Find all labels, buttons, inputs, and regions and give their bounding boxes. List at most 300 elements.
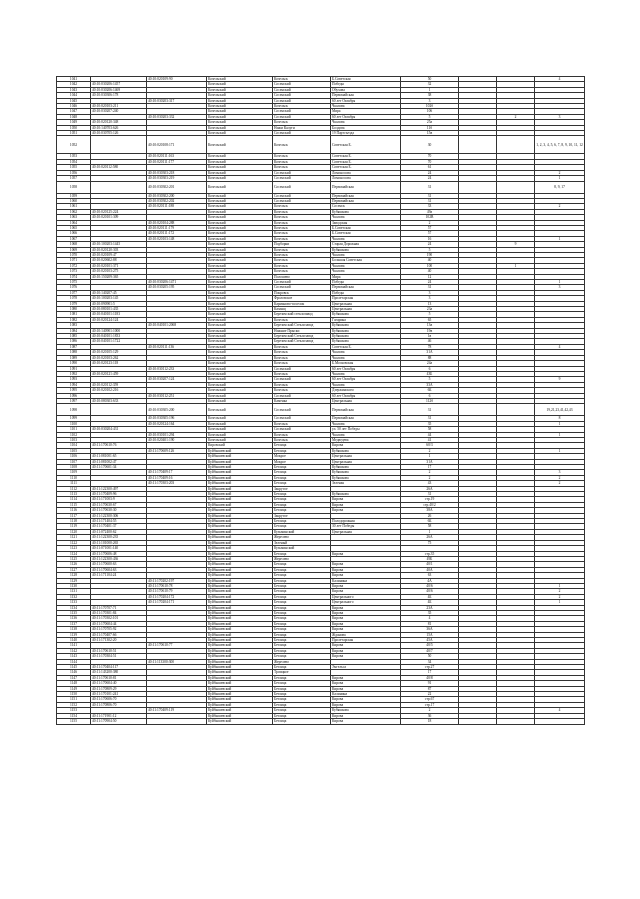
cell-street: Кирова: [331, 589, 401, 594]
cell-district: Куйбышевский: [207, 465, 273, 470]
cell-street: ул. 50 лет Победы: [331, 427, 401, 432]
cell-house-number: 5: [401, 247, 459, 252]
cell-street: 60 лет Октября: [331, 114, 401, 119]
cell-cadastral-number: [91, 136, 147, 154]
cell-row-number: 1146: [57, 670, 91, 675]
cell-district: Куйбышевский: [207, 470, 273, 475]
cell-house-number: 16: [401, 236, 459, 241]
cell-house-number: 33: [401, 204, 459, 209]
cell-district: Козельский: [207, 181, 273, 193]
cell-district: Козельский: [207, 301, 273, 306]
cell-settlement: Фроловское: [273, 296, 331, 301]
cell-row-number: 1105: [57, 448, 91, 453]
cell-district: Куйбышевский: [207, 681, 273, 686]
cell-settlement: Козельск: [273, 252, 331, 257]
cell-district: Куйбышевский: [207, 508, 273, 513]
cell-settlement: Бетлица: [273, 686, 331, 691]
cell-settlement: Сосенский: [273, 109, 331, 114]
cell-settlement: Бетлица: [273, 589, 331, 594]
cell-street: Чкалова: [331, 355, 401, 360]
cell-house-number: 38: [401, 93, 459, 98]
cell-house-number: стр.67: [401, 697, 459, 702]
cell-cadastral-number: 40:10:150209:365: [91, 274, 147, 279]
cell-street: Болдова: [331, 125, 401, 130]
cell-street: Кирова: [331, 605, 401, 610]
cell-settlement: Козельск: [273, 437, 331, 442]
cell-district: Козельский: [207, 220, 273, 225]
cell-settlement: Жерелево: [273, 535, 331, 540]
cell-district: Козельский: [207, 280, 273, 285]
cell-col-9: 9: [497, 242, 535, 247]
cell-row-number: 1123: [57, 546, 91, 551]
cell-settlement: Сосенский: [273, 181, 331, 193]
cell-district: Козельский: [207, 312, 273, 317]
cell-settlement: Бетлица: [273, 578, 331, 583]
cell-house-number: стр.19: [401, 497, 459, 502]
cell-district: Козельский: [207, 377, 273, 382]
cell-col-9: [497, 404, 535, 416]
cell-row-number: 1143: [57, 654, 91, 659]
cell-apartments: 2: [535, 481, 585, 486]
cell-house-number: 81: [401, 621, 459, 626]
cell-house-number: 31: [401, 492, 459, 497]
cell-row-number: 1101: [57, 427, 91, 432]
cell-row-number: 1139: [57, 632, 91, 637]
cell-house-number: 1: [401, 529, 459, 534]
cell-district: Козельский: [207, 236, 273, 241]
cell-district: Козельский: [207, 339, 273, 344]
cell-district: Куйбышевский: [207, 546, 273, 551]
cell-district: Козельский: [207, 215, 273, 220]
cell-cadastral-number: 40:11:170610:76: [91, 443, 147, 448]
cell-cadastral-number: 40:10:020103:262: [91, 355, 147, 360]
cell-col-8: [459, 136, 497, 154]
cell-row-number: 1094: [57, 382, 91, 387]
cell-district: Козельский: [207, 165, 273, 170]
cell-settlement: Сосенский: [273, 87, 331, 92]
cell-house-number: 43Б: [401, 371, 459, 376]
cell-row-number: 1068: [57, 242, 91, 247]
cell-apartments: 4: [535, 77, 585, 82]
cell-row-number: 1070: [57, 252, 91, 257]
cell-cadastral-number: 40:11:171302:20: [91, 638, 147, 643]
cell-district: Козельский: [207, 204, 273, 209]
cell-house-number: стр.27: [401, 665, 459, 670]
cell-house-number: 50: [401, 654, 459, 659]
cell-row-number: 1137: [57, 621, 91, 626]
cell-street: Жданова: [331, 632, 401, 637]
cell-street: Кубяшкова: [331, 475, 401, 480]
cell-house-number: 23А: [401, 605, 459, 610]
cell-settlement: Бетлица: [273, 605, 331, 610]
cell-settlement: Бетлица: [273, 519, 331, 524]
cell-apartments: 19,21,23,41,42,43: [535, 404, 585, 416]
cell-district: Козельский: [207, 193, 273, 198]
cell-settlement: Бетлица: [273, 632, 331, 637]
cell-street: Пролетарская: [331, 296, 401, 301]
cell-row-number: 1045: [57, 98, 91, 103]
cell-row-number: 1071: [57, 258, 91, 263]
cell-cadastral-number: 40:11:081001:65: [91, 454, 147, 459]
cell-house-number: 57: [401, 225, 459, 230]
cell-house-number: 50: [401, 77, 459, 82]
cell-house-number: 75: [401, 540, 459, 545]
cell-apartments: 1: [535, 176, 585, 181]
cell-district: Козельский: [207, 361, 273, 366]
cell-row-number: 1110: [57, 475, 91, 480]
cell-house-number: 6: [401, 366, 459, 371]
cell-settlement: Бетлица: [273, 654, 331, 659]
cell-district: Козельский: [207, 388, 273, 393]
cell-district: Козельский: [207, 198, 273, 203]
cell-row-number: 1100: [57, 421, 91, 426]
cell-building-cadastral-number: 40:10:030302:201: [147, 181, 207, 193]
cell-district: Куйбышевский: [207, 659, 273, 664]
cell-house-number: 2: [401, 470, 459, 475]
cell-building-cadastral-number: 40:11:170303:203: [147, 481, 207, 486]
cell-row-number: 1081: [57, 312, 91, 317]
cell-district: Куйбышевский: [207, 638, 273, 643]
cell-street: Сосенск: [331, 204, 401, 209]
cell-district: Куйбышевский: [207, 654, 273, 659]
cell-apartments: 1: [535, 583, 585, 588]
cell-settlement: Бетлица: [273, 675, 331, 680]
cell-settlement: Бетлица: [273, 713, 331, 718]
cell-house-number: 6: [401, 393, 459, 398]
cell-apartments: 1: [535, 432, 585, 437]
cell-street: Чкалова: [331, 371, 401, 376]
cell-house-number: 36: [401, 713, 459, 718]
cell-settlement: Сосенский: [273, 285, 331, 290]
table-row: [57, 404, 585, 416]
cell-building-cadastral-number: 40:11:113300:300: [147, 659, 207, 664]
cell-street: Энгельса: [331, 665, 401, 670]
cell-cadastral-number: 40:10:020125:224: [91, 209, 147, 214]
cell-street: Кирова: [331, 702, 401, 707]
cell-house-number: 112б: [401, 398, 459, 403]
cell-cadastral-number: 40:11:170630:67: [91, 502, 147, 507]
cell-building-cadastral-number: 40:11:170204:171: [147, 600, 207, 605]
cell-settlement: Бетлица: [273, 567, 331, 572]
cell-settlement: Бетлица: [273, 719, 331, 724]
cell-apartments: 1: [535, 448, 585, 453]
cell-row-number: 1147: [57, 675, 91, 680]
cell-cadastral-number: 40:10:020112:580: [91, 165, 147, 170]
cell-cadastral-number: 40:11:170604:40: [91, 681, 147, 686]
cell-settlement: Козельск: [273, 263, 331, 268]
cell-row-number: 1091: [57, 366, 91, 371]
cell-row-number: 1155: [57, 719, 91, 724]
cell-district: Куйбышевский: [207, 502, 273, 507]
cell-street: Кирова: [331, 497, 401, 502]
cell-building-cadastral-number: 40:10:030302:200: [147, 193, 207, 198]
cell-row-number: 1066: [57, 231, 91, 236]
cell-settlement: Бетлица: [273, 443, 331, 448]
cell-street: Победы: [331, 280, 401, 285]
cell-district: Козельский: [207, 296, 273, 301]
cell-row-number: 1151: [57, 697, 91, 702]
cell-street: Чкалова: [331, 263, 401, 268]
cell-row-number: 1073: [57, 269, 91, 274]
cell-building-cadastral-number: 40:11:170204:172: [147, 594, 207, 599]
cell-building-cadastral-number: 40:11:170202:197: [147, 578, 207, 583]
cell-row-number: 1142: [57, 648, 91, 653]
cell-settlement: Бетлица: [273, 465, 331, 470]
cell-apartments: 1: [535, 600, 585, 605]
cell-district: Куйбышевский: [207, 600, 273, 605]
cell-street: Чкалова: [331, 421, 401, 426]
cell-house-number: 5: [401, 312, 459, 317]
cell-cadastral-number: 40:10:020103:275: [91, 269, 147, 274]
cell-settlement: Бетлица: [273, 551, 331, 556]
cell-row-number: 1056: [57, 170, 91, 175]
cell-district: Куйбышевский: [207, 616, 273, 621]
cell-cadastral-number: 40:10:140901:1000: [91, 328, 147, 333]
cell-house-number: 58: [401, 427, 459, 432]
cell-street: Чкалова: [331, 215, 401, 220]
cell-row-number: 1044: [57, 93, 91, 98]
cell-apartments: 3: [535, 470, 585, 475]
cell-building-cadastral-number: 40:10:020111:172: [147, 231, 207, 236]
cell-settlement: Бетлица: [273, 508, 331, 513]
cell-house-number: 5: [401, 377, 459, 382]
cell-cadastral-number: 40:10:030206:1457: [91, 82, 147, 87]
cell-district: Козельский: [207, 274, 273, 279]
cell-building-cadastral-number: 40:11:170609:126: [147, 448, 207, 453]
cell-settlement: Бетлица: [273, 665, 331, 670]
cell-district: Куйбышевский: [207, 686, 273, 691]
cell-settlement: Бетлица: [273, 648, 331, 653]
cell-row-number: 1140: [57, 638, 91, 643]
cell-street: Кубяшкова: [331, 708, 401, 713]
cell-street: Кирова: [331, 697, 401, 702]
cell-settlement: Бетлица: [273, 616, 331, 621]
cell-settlement: Козельск: [273, 344, 331, 349]
cell-street: Кубяшкова: [331, 339, 401, 344]
cell-row-number: 1090: [57, 361, 91, 366]
cell-cadastral-number: 40:11:122300:436: [91, 556, 147, 561]
cell-building-cadastral-number: 40:11:170409:17: [147, 470, 207, 475]
cell-street: Центральная: [331, 454, 401, 459]
cell-row-number: 1086: [57, 339, 91, 344]
cell-settlement: Козельск: [273, 225, 331, 230]
cell-street: Чкалова: [331, 120, 401, 125]
cell-building-cadastral-number: 40:10:030302:202: [147, 198, 207, 203]
cell-district: Куйбышевский: [207, 578, 273, 583]
cell-building-cadastral-number: 40:10:030305:196: [147, 416, 207, 421]
cell-row-number: 1153: [57, 708, 91, 713]
cell-district: Куйбышевский: [207, 632, 273, 637]
cell-district: Куйбышевский: [207, 573, 273, 578]
cell-street: Кирова: [331, 681, 401, 686]
cell-street: Чкалова: [331, 350, 401, 355]
cell-district: Куйбышевский: [207, 675, 273, 680]
cell-house-number: 70: [401, 159, 459, 164]
cell-district: Козельский: [207, 109, 273, 114]
cell-row-number: 1133: [57, 600, 91, 605]
cell-house-number: 2: [401, 220, 459, 225]
cell-row-number: 1067: [57, 236, 91, 241]
cell-cadastral-number: 40:10:020103:211: [91, 104, 147, 109]
cell-row-number: 1134: [57, 605, 91, 610]
cell-street: Чкалова: [331, 432, 401, 437]
cell-row-number: 1055: [57, 165, 91, 170]
cell-street: Кирова: [331, 562, 401, 567]
cell-settlement: Бетлица: [273, 708, 331, 713]
cell-settlement: Сосенский: [273, 393, 331, 398]
cell-house-number: 40/6: [401, 583, 459, 588]
cell-street: Кирова: [331, 616, 401, 621]
cell-street: Кубяшкова: [331, 448, 401, 453]
cell-house-number: 190: [401, 252, 459, 257]
cell-house-number: 61: [401, 165, 459, 170]
cell-street: Первомайская: [331, 193, 401, 198]
cell-cadastral-number: 40:11:171003:9: [91, 497, 147, 502]
cell-district: Козельский: [207, 176, 273, 181]
cell-cadastral-number: 40:11:170705:92: [91, 627, 147, 632]
cell-street: Мира: [331, 274, 401, 279]
cell-cadastral-number: 40:11:170610:81: [91, 675, 147, 680]
cell-settlement: Закрутое: [273, 486, 331, 491]
cell-row-number: 1075: [57, 280, 91, 285]
cell-row-number: 1063: [57, 215, 91, 220]
cell-row-number: 1089: [57, 355, 91, 360]
cell-apartments: [535, 719, 585, 724]
cell-cadastral-number: 40:11:170401:37: [91, 524, 147, 529]
cell-settlement: Казанщ: [273, 307, 331, 312]
cell-cadastral-number: 40:10:020602:88: [91, 258, 147, 263]
cell-row-number: 1096: [57, 393, 91, 398]
cell-settlement: Козельск: [273, 247, 331, 252]
cell-district: Куйбышевский: [207, 529, 273, 534]
cell-row-number: 1060: [57, 198, 91, 203]
cell-street: Большая Советская: [331, 258, 401, 263]
cell-cadastral-number: 40:11:170606:70: [91, 697, 147, 702]
cell-cadastral-number: 40:10:030207:240: [91, 109, 147, 114]
cell-settlement: Козельск: [273, 231, 331, 236]
cell-row-number: 1149: [57, 686, 91, 691]
cell-apartments: 8, 9, 17: [535, 181, 585, 193]
cell-house-number: 4Б: [401, 594, 459, 599]
cell-row-number: 1114: [57, 497, 91, 502]
cell-building-cadastral-number: 40:10:020401:190: [147, 437, 207, 442]
cell-apartments: 8: [535, 416, 585, 421]
cell-house-number: 87: [401, 686, 459, 691]
cell-district: Кировский: [207, 443, 273, 448]
cell-building-cadastral-number: 40:10:020111:177: [147, 159, 207, 164]
cell-cadastral-number: 40:10:040101:1183: [91, 312, 147, 317]
cell-row-number: 1141: [57, 643, 91, 648]
cell-settlement: Козельск: [273, 371, 331, 376]
cell-house-number: 58: [401, 524, 459, 529]
cell-row-number: 1135: [57, 610, 91, 615]
cell-house-number: 35: [401, 610, 459, 615]
cell-district: Козельский: [207, 371, 273, 376]
cell-street: Чкалова: [331, 104, 401, 109]
cell-district: Козельский: [207, 231, 273, 236]
cell-district: Куйбышевский: [207, 540, 273, 545]
cell-settlement: Сосенский: [273, 377, 331, 382]
cell-settlement: Козельск: [273, 165, 331, 170]
cell-house-number: 13в: [401, 323, 459, 328]
cell-settlement: Нижи Калуги: [273, 125, 331, 130]
cell-settlement: Козельск: [273, 154, 331, 159]
cell-apartments: 4: [535, 708, 585, 713]
cell-cadastral-number: 40:11:170904:50: [91, 719, 147, 724]
cell-district: Козельский: [207, 398, 273, 403]
cell-settlement: Бетлица: [273, 610, 331, 615]
cell-street: Первомайская: [331, 416, 401, 421]
cell-apartments: 1: [535, 280, 585, 285]
cell-street: Кирова: [331, 610, 401, 615]
cell-settlement: Сосенский: [273, 404, 331, 416]
cell-row-number: 1052: [57, 136, 91, 154]
cell-cadastral-number: 40:11:143200:380: [91, 670, 147, 675]
cell-row-number: 1115: [57, 502, 91, 507]
cell-settlement: Бетлица: [273, 573, 331, 578]
cell-settlement: Козельск: [273, 77, 331, 82]
cell-row-number: 1043: [57, 87, 91, 92]
cell-district: Козельский: [207, 328, 273, 333]
cell-cadastral-number: 40:10:030705:126: [91, 131, 147, 136]
cell-building-cadastral-number: [147, 719, 207, 724]
cell-street: Кирова: [331, 551, 401, 556]
cell-house-number: 1: [401, 454, 459, 459]
cell-building-cadastral-number: 40:10:030101:294: [147, 432, 207, 437]
cell-house-number: стр.35: [401, 551, 459, 556]
cell-district: Козельский: [207, 416, 273, 421]
cell-street: Победы: [331, 82, 401, 87]
cell-settlement: Бетлица: [273, 643, 331, 648]
cell-district: Куйбышевский: [207, 475, 273, 480]
cell-cadastral-number: 40:11:171901:12: [91, 713, 147, 718]
cell-cadastral-number: 40:10:040101:1833: [91, 334, 147, 339]
cell-district: Куйбышевский: [207, 481, 273, 486]
cell-apartments: 2: [535, 475, 585, 480]
cell-row-number: 1124: [57, 551, 91, 556]
cell-settlement: Козельск: [273, 136, 331, 154]
cell-settlement: Бетлица: [273, 481, 331, 486]
cell-settlement: Сосенский: [273, 93, 331, 98]
cell-street: Обухова: [331, 87, 401, 92]
cell-house-number: 65: [401, 317, 459, 322]
cell-row-number: 1104: [57, 443, 91, 448]
cell-settlement: Бетлица: [273, 627, 331, 632]
cell-house-number: 17: [401, 465, 459, 470]
cell-house-number: 34: [401, 659, 459, 664]
cell-cadastral-number: 40:11:081002:47: [91, 459, 147, 464]
cell-district: Козельский: [207, 209, 273, 214]
cell-settlement: Бетлица: [273, 492, 331, 497]
cell-street: Кубяшкова: [331, 323, 401, 328]
cell-settlement: Подборки: [273, 242, 331, 247]
cell-settlement: Бетлица: [273, 692, 331, 697]
cell-settlement: Бетлица: [273, 583, 331, 588]
cell-settlement: Бетлица: [273, 638, 331, 643]
cell-house-number: 40А: [401, 567, 459, 572]
cell-settlement: Козельск: [273, 159, 331, 164]
cell-house-number: 5: [401, 114, 459, 119]
cell-street: Первомайская: [331, 285, 401, 290]
cell-building-cadastral-number: 40:10:030205:195: [147, 285, 207, 290]
cell-settlement: Сосенский: [273, 280, 331, 285]
cell-settlement: Сосенский: [273, 170, 331, 175]
cell-row-number: 1144: [57, 659, 91, 664]
cell-district: Козельский: [207, 437, 273, 442]
cell-street: Победы: [331, 290, 401, 295]
cell-row-number: 1069: [57, 247, 91, 252]
cell-house-number: 30: [401, 136, 459, 154]
